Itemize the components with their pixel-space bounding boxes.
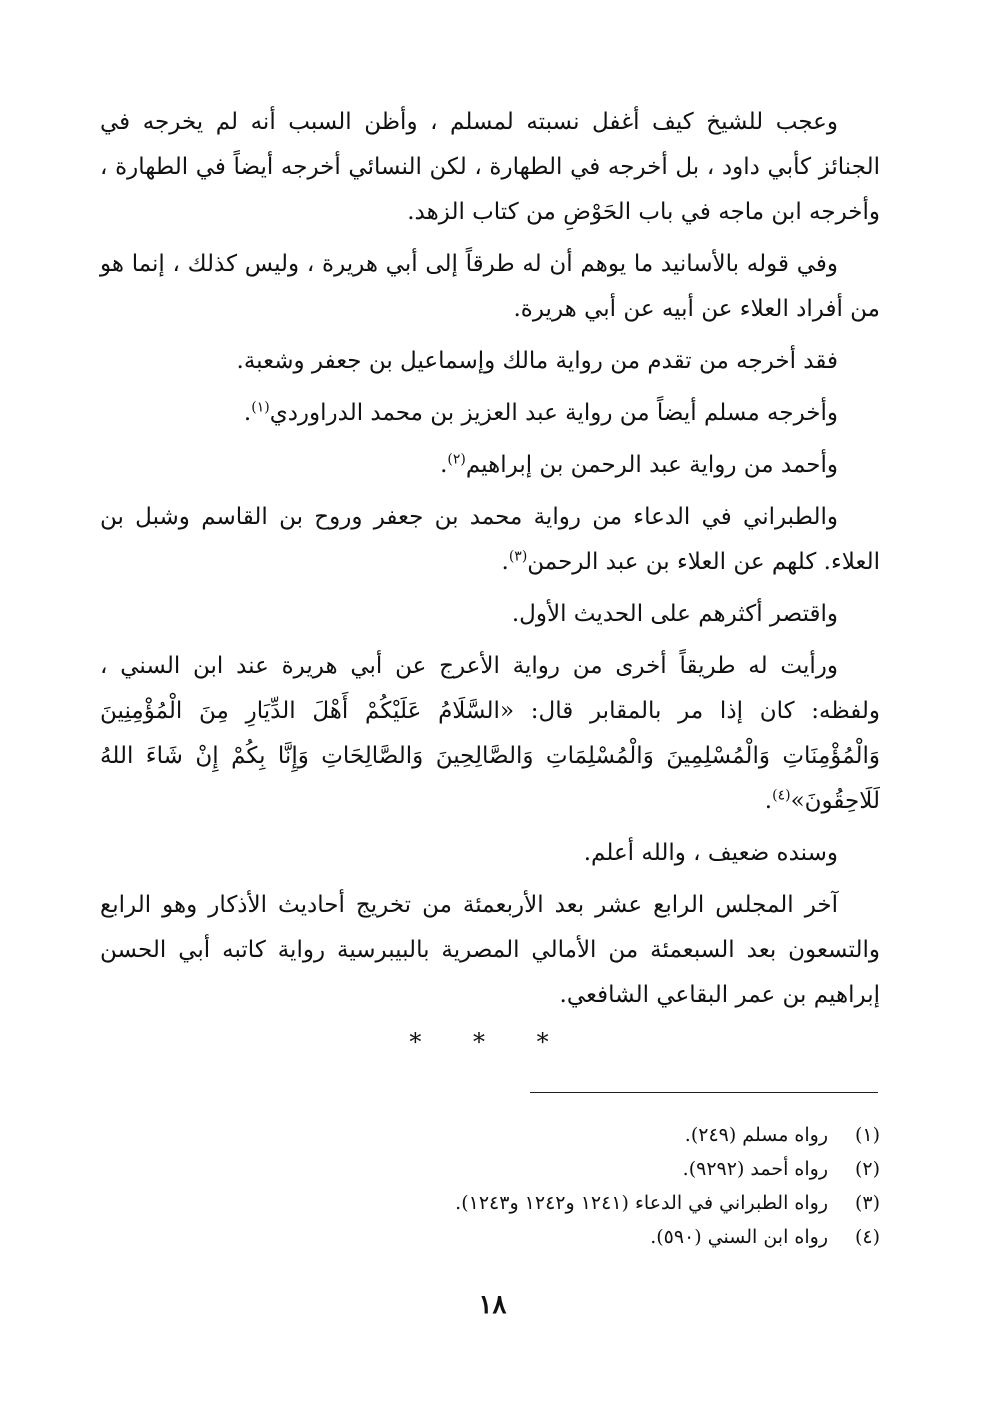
footnote-2 bbox=[100, 1152, 880, 1186]
footnote-number: (٣) bbox=[854, 1192, 880, 1214]
paragraph-text: وأحمد من رواية عبد الرحمن بن إبراهيم bbox=[465, 452, 838, 478]
footnote-text: رواه الطبراني في الدعاء (١٢٤١ و١٢٤٢ و١٢٤٣). bbox=[455, 1192, 828, 1214]
footnote-text: رواه أحمد (٩٢٩٢). bbox=[682, 1158, 828, 1180]
paragraph-3 bbox=[100, 339, 880, 384]
section-separator: * * * bbox=[409, 1028, 571, 1056]
paragraph-text: وعجب للشيخ كيف أغفل نسبته لمسلم ، وأظن السبب أنه لم يخرجه في الجنائز كأبي داود ، بل أخرجه في الطهارة ، لكن النسائي أخرجه أيضاً في الطهارة ، وأخرجه ابن ماجه في باب الحَوْضِ من كتاب الزهد. bbox=[100, 109, 880, 225]
footnote-number: (١) bbox=[854, 1124, 880, 1146]
paragraph-text: فقد أخرجه من تقدم من رواية مالك وإسماعيل بن جعفر وشعبة. bbox=[236, 348, 838, 374]
paragraph-text: ورأيت له طريقاً أخرى من رواية الأعرج عن أبي هريرة عند ابن السني ، ولفظه: كان إذا مر بالمقابر قال: «السَّلَامُ عَلَيْكُمْ أَهْلَ الدِّيَارِ مِنَ الْمُؤْمِنِينَ وَالْمُؤْمِنَاتِ وَالْمُسْلِمِينَ وَالْمُسْلِمَاتِ وَالصَّالِحِينَ وَالصَّالِحَاتِ وَإِنَّا بِكُمْ إِنْ شَاءَ اللهُ لَلَاحِقُونَ» bbox=[100, 653, 880, 814]
paragraph-5 bbox=[100, 443, 880, 488]
footnote-4 bbox=[100, 1220, 880, 1254]
paragraph-8 bbox=[100, 644, 880, 824]
footnote-number: (٢) bbox=[854, 1158, 880, 1180]
page-body bbox=[100, 100, 880, 1059]
footnote-3 bbox=[100, 1186, 880, 1220]
paragraph-tail: . bbox=[440, 452, 448, 478]
footnote-ref-4: (٤) bbox=[772, 787, 791, 804]
paragraph-7 bbox=[100, 592, 880, 637]
footnote-1 bbox=[100, 1118, 880, 1152]
footnotes bbox=[100, 1118, 880, 1254]
footnote-text: رواه ابن السني (٥٩٠). bbox=[650, 1226, 828, 1248]
paragraph-tail: . bbox=[501, 549, 509, 575]
paragraph-9 bbox=[100, 831, 880, 876]
footnote-ref-2: (٢) bbox=[447, 451, 466, 468]
footnote-text: رواه مسلم (٢٤٩). bbox=[684, 1124, 828, 1146]
paragraph-text: وفي قوله بالأسانيد ما يوهم أن له طرقاً إلى أبي هريرة ، وليس كذلك ، إنما هو من أفراد العلاء عن أبيه عن أبي هريرة. bbox=[100, 251, 880, 322]
footnote-number: (٤) bbox=[854, 1226, 880, 1248]
paragraph-text: وأخرجه مسلم أيضاً من رواية عبد العزيز بن محمد الدراوردي bbox=[269, 400, 838, 426]
footnote-ref-3: (٣) bbox=[508, 548, 528, 565]
paragraph-1 bbox=[100, 100, 880, 235]
paragraph-tail: . bbox=[243, 400, 252, 426]
paragraph-4 bbox=[100, 391, 880, 436]
paragraph-text: واقتصر أكثرهم على الحديث الأول. bbox=[511, 601, 838, 627]
paragraph-text: والطبراني في الدعاء من رواية محمد بن جعفر وروح بن القاسم وشبل بن العلاء. كلهم عن العلاء بن عبد الرحمن bbox=[100, 504, 880, 575]
paragraph-text: آخر المجلس الرابع عشر بعد الأربعمئة من تخريج أحاديث الأذكار وهو الرابع والتسعون بعد السبعمئة من الأمالي المصرية بالبيبرسية رواية كاتبه أبي الحسن إبراهيم بن عمر البقاعي الشافعي. bbox=[100, 892, 880, 1008]
paragraph-text: وسنده ضعيف ، والله أعلم. bbox=[583, 840, 838, 866]
footnote-divider bbox=[530, 1092, 878, 1093]
footnote-ref-1: (١) bbox=[251, 399, 270, 416]
paragraph-2 bbox=[100, 242, 880, 332]
paragraph-tail: . bbox=[764, 788, 773, 814]
paragraph-10 bbox=[100, 883, 880, 1018]
paragraph-6 bbox=[100, 495, 880, 585]
page-number: ١٨ bbox=[478, 1290, 507, 1320]
